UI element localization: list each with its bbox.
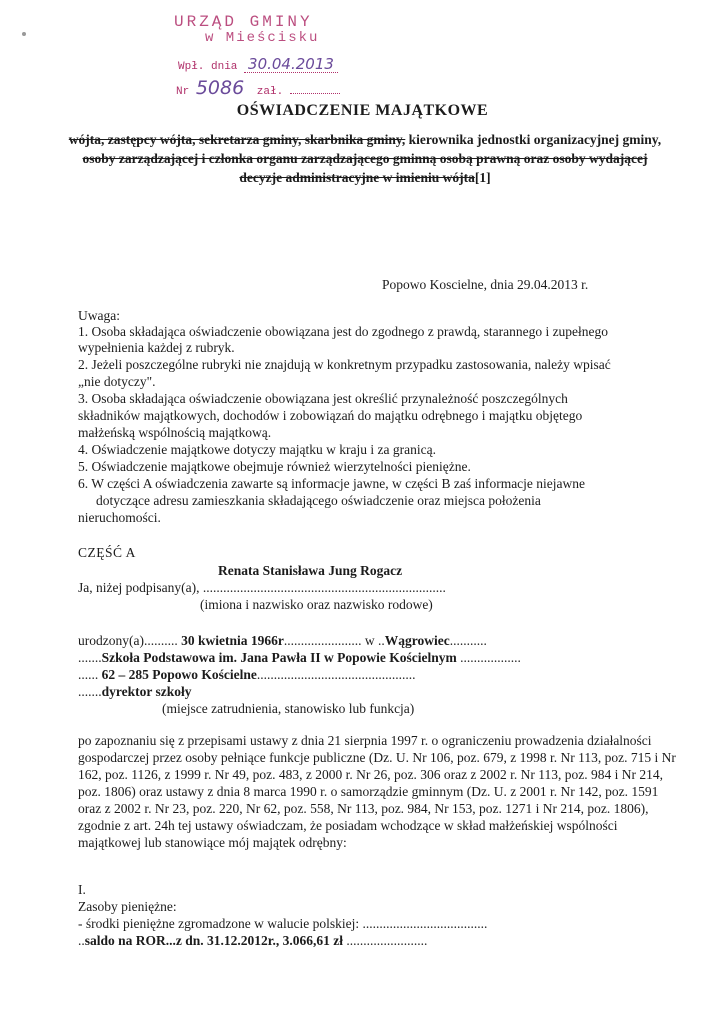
position-caption: (miejsce zatrudnienia, stanowisko lub funkcja)	[162, 701, 415, 716]
note-line: dotyczące adresu zamieszkania składającego oświadczenie oraz miejsca położenia	[96, 493, 541, 508]
intro-footnote-ref: [1]	[474, 170, 491, 185]
birth-place: Wągrowiec	[384, 633, 450, 648]
note-line: 6. W części A oświadczenia zawarte są informacje jawne, w części B zaś informacje niejawne	[78, 476, 586, 491]
declarant-dots: ........................................................................	[202, 580, 446, 595]
declarant-row	[78, 580, 446, 596]
section-heading: Zasoby pieniężne:	[78, 899, 177, 914]
section-number: I.	[78, 882, 86, 897]
declarant-name: Renata Stanisława Jung Rogacz	[218, 563, 403, 578]
note-line: wypełnienia każdej z rubryk.	[78, 340, 235, 355]
place-date: Popowo Koscielne, dnia 29.04.2013 r.	[382, 277, 589, 292]
birth-row	[78, 633, 487, 649]
birth-label: urodzony(a)..........	[78, 633, 178, 648]
part-a-heading: CZĘŚĆ A	[78, 545, 136, 560]
intro-struck-officials: wójta, zastępcy wójta, sekretarza gminy, skarbnika gminy,	[68, 132, 406, 147]
cash-row	[78, 916, 487, 932]
stamp-received-date: 30.04.2013	[244, 56, 338, 73]
intro-struck-others: osoby zarządzającej i członka organu zarządzającego gminną osobą prawną oraz osoby wydającej decyzje administracyjne w imieniu wójta	[82, 151, 648, 185]
stamp-number-label: Nr	[176, 86, 190, 98]
workplace-prefix-dots: .......	[78, 650, 102, 665]
birth-date: 30 kwietnia 1966r	[177, 633, 284, 648]
workplace-address: 62 – 285 Popowo Kościelne	[98, 667, 257, 682]
position-prefix-dots: .......	[78, 684, 102, 699]
account-row	[78, 933, 427, 949]
birth-mid-dots: .......................	[283, 633, 362, 648]
account-dots: ........................	[343, 933, 428, 948]
scan-speck	[22, 32, 26, 36]
address-row	[78, 667, 416, 683]
address-prefix-dots: ......	[78, 667, 99, 682]
workplace-name: Szkoła Podstawowa im. Jana Pawła II w Popowie Kościelnym	[101, 650, 457, 665]
stamp-office-name: URZĄD GMINY	[174, 13, 313, 31]
note-line: 2. Jeżeli poszczególne rubryki nie znajdują w konkretnym przypadku zastosowania, należy wpisać	[78, 357, 611, 372]
position-row	[78, 684, 192, 700]
document-intro	[60, 130, 670, 187]
note-line: składników majątkowych, dochodów i zobowiązań do majątku odrębnego i majątku objętego	[78, 408, 583, 423]
name-caption: (imiona i nazwisko oraz nazwisko rodowe)	[200, 597, 433, 612]
cash-dots: .....................................	[362, 916, 488, 931]
note-line: 3. Osoba składająca oświadczenie obowiązana jest określić przynależność poszczególnych	[78, 391, 568, 406]
note-line: nieruchomości.	[78, 510, 161, 525]
address-suffix-dots: ...............................................	[256, 667, 416, 682]
account-balance: saldo na ROR...z dn. 31.12.2012r., 3.066,61 zł	[84, 933, 344, 948]
note-line: małżeńską wspólnością majątkową.	[78, 425, 272, 440]
legal-paragraph: po zapoznaniu się z przepisami ustawy z dnia 21 sierpnia 1997 r. o ograniczeniu prowadzenia działalności gospodarczej przez osoby pełniące funkcje publiczne (Dz. U. Nr 106, poz. 679, z 1998 r. Nr 113, poz. 715 i Nr 162, poz. 1126, z 1999 r. Nr 49, poz. 483, z 2000 r. Nr 26, poz. 306 oraz z 2002 r. Nr 113, poz. 984 i Nr 214, poz. 1806) oraz ustawy z dnia 8 marca 1990 r. o samorządzie gminnym (Dz. U. z 2001 r. Nr 142, poz. 1591 oraz z 2002 r. Nr 23, poz. 220, Nr 62, poz. 558, Nr 113, poz. 984, Nr 153, poz. 1271 i Nr 214, poz. 1806), zgodnie z art. 24h tej ustawy oświadczam, że posiadam wchodzące w skład małżeńskiej wspólności majątkowej lub stanowiące mój majątek odrębny:	[78, 733, 676, 850]
stamp-office-location: w Mieścisku	[205, 30, 320, 46]
stamp-attachments-label: zał.	[256, 86, 284, 98]
position-title: dyrektor szkoły	[101, 684, 192, 699]
birth-end-dots: ...........	[449, 633, 487, 648]
declarant-label: Ja, niżej podpisany(a),	[78, 580, 203, 595]
notes-heading: Uwaga:	[78, 308, 120, 323]
workplace-suffix-dots: ..................	[456, 650, 521, 665]
note-line: „nie dotyczy".	[78, 374, 156, 389]
stamp-received-row	[178, 56, 338, 75]
note-line: 5. Oświadczenie majątkowe obejmuje również wierzytelności pieniężne.	[78, 459, 471, 474]
account-prefix: ..	[78, 933, 85, 948]
stamp-number-row	[176, 77, 340, 100]
note-line: 4. Oświadczenie majątkowe dotyczy majątku w kraju i za granicą.	[78, 442, 436, 457]
workplace-row	[78, 650, 521, 666]
cash-label: - środki pieniężne zgromadzone w walucie polskiej:	[78, 916, 363, 931]
intro-kept-role: kierownika jednostki organizacyjnej gminy,	[405, 132, 662, 147]
document-title: OŚWIADCZENIE MAJĄTKOWE	[236, 102, 489, 119]
note-line: 1. Osoba składająca oświadczenie obowiązana jest do zgodnego z prawdą, starannego i zupełnego	[78, 324, 609, 339]
stamp-received-label: Wpł. dnia	[178, 61, 238, 73]
stamp-number-value: 5086	[195, 77, 245, 99]
stamp-attachments-line	[290, 93, 340, 94]
birth-in-label: w ..	[361, 633, 385, 648]
